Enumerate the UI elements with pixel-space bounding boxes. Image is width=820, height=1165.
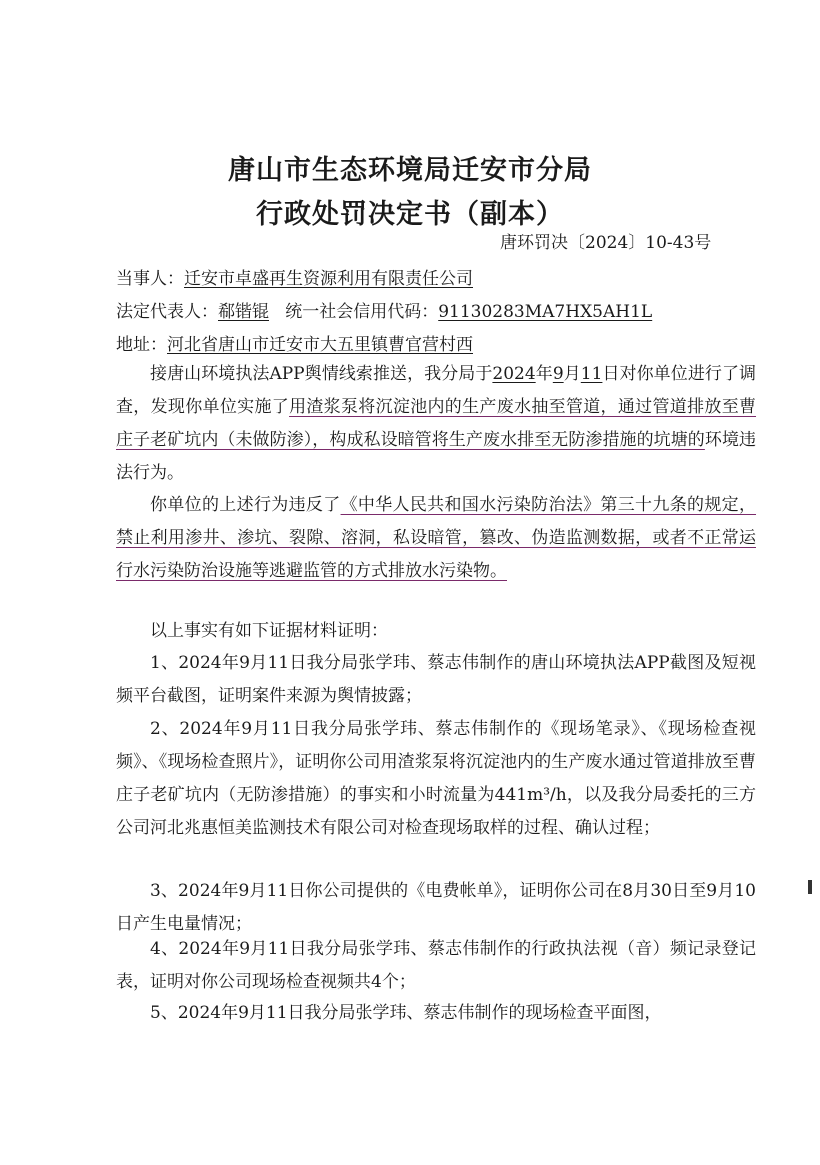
p1-text-e: 环境违法行为。 [116, 430, 757, 483]
doc-number: 唐环罚决〔2024〕10-43号 [500, 233, 712, 253]
doc-title-line1: 唐山市生态环境局迁安市分局 [228, 155, 592, 186]
credit-code-label: 统一社会信用代码： [285, 302, 439, 322]
violation-text: 用渣浆泵将沉淀池内的生产废水抽至管道，通过管道排放至曹庄子老矿坑内（未做防渗），构成私设暗管将生产废水排至无防渗措施的坑塘的 [116, 397, 757, 450]
evidence-item-3: 3、2024年9月11日你公司提供的《电费帐单》，证明你公司在8月30日至9月10日产生电量情况； [116, 881, 756, 934]
law-text: 《中华人民共和国水污染防治法》第三十九条的规定，禁止利用渗井、渗坑、裂隙、溶洞，私设暗管，篡改、伪造监测数据，或者不正常运行水污染防治设施等逃避监管的方式排放水污染物。 [116, 495, 757, 581]
evidence-intro: 以上事实有如下证据材料证明： [150, 621, 388, 641]
scan-mark [808, 880, 812, 894]
legal-rep-line [116, 297, 652, 322]
legal-rep-label: 法定代表人： [116, 302, 218, 322]
doc-title-line2: 行政处罚决定书（副本） [256, 199, 564, 230]
party-label: 当事人： [116, 269, 184, 289]
evidence-item-4: 4、2024年9月11日我分局张学玮、蔡志伟制作的行政执法视（音）频记录登记表，证明对你公司现场检查视频共4个； [116, 939, 756, 992]
party-line [116, 264, 473, 289]
evidence-item-2: 2、2024年9月11日我分局张学玮、蔡志伟制作的《现场笔录》、《现场检查视频》、《现场检查照片》，证明你公司用渣浆泵将沉淀池内的生产废水通过管道排放至曹庄子老矿坑内（无防渗措施）的事实和小时流量为441m³/h，以及我分局委托的三方公司河北兆惠恒美监测技术有限公司对检查现场取样的过程、确认过程； [116, 719, 756, 838]
p1-day: 11 [580, 364, 603, 384]
p2-text-a: 你单位的上述行为违反了 [150, 495, 341, 515]
p1-text-b: 年 [535, 364, 553, 384]
p1-text-a: 接唐山环境执法APP舆情线索推送，我分局于 [150, 364, 493, 384]
evidence-item-1: 1、2024年9月11日我分局张学玮、蔡志伟制作的唐山环境执法APP截图及短视频平台截图，证明案件来源为舆情披露； [116, 653, 756, 706]
p1-month: 9 [552, 364, 564, 384]
p1-text-c: 月 [563, 364, 581, 384]
legal-rep-value: 郗锴锟 [218, 302, 269, 322]
party-value: 迁安市卓盛再生资源利用有限责任公司 [184, 269, 473, 289]
investigation-paragraph [116, 358, 756, 490]
credit-code-value: 91130283MA7HX5AH1L [438, 302, 653, 322]
p1-text-d: 日对你单位进行了调查，发现你单位实施了 [116, 364, 757, 417]
p1-year: 2024 [492, 364, 536, 384]
address-value: 河北省唐山市迁安市大五里镇曹官营村西 [167, 335, 473, 355]
address-label: 地址： [116, 335, 167, 355]
address-line [116, 330, 473, 355]
evidence-item-5: 5、2024年9月11日我分局张学玮、蔡志伟制作的现场检查平面图， [150, 1003, 662, 1023]
law-paragraph [116, 489, 756, 588]
